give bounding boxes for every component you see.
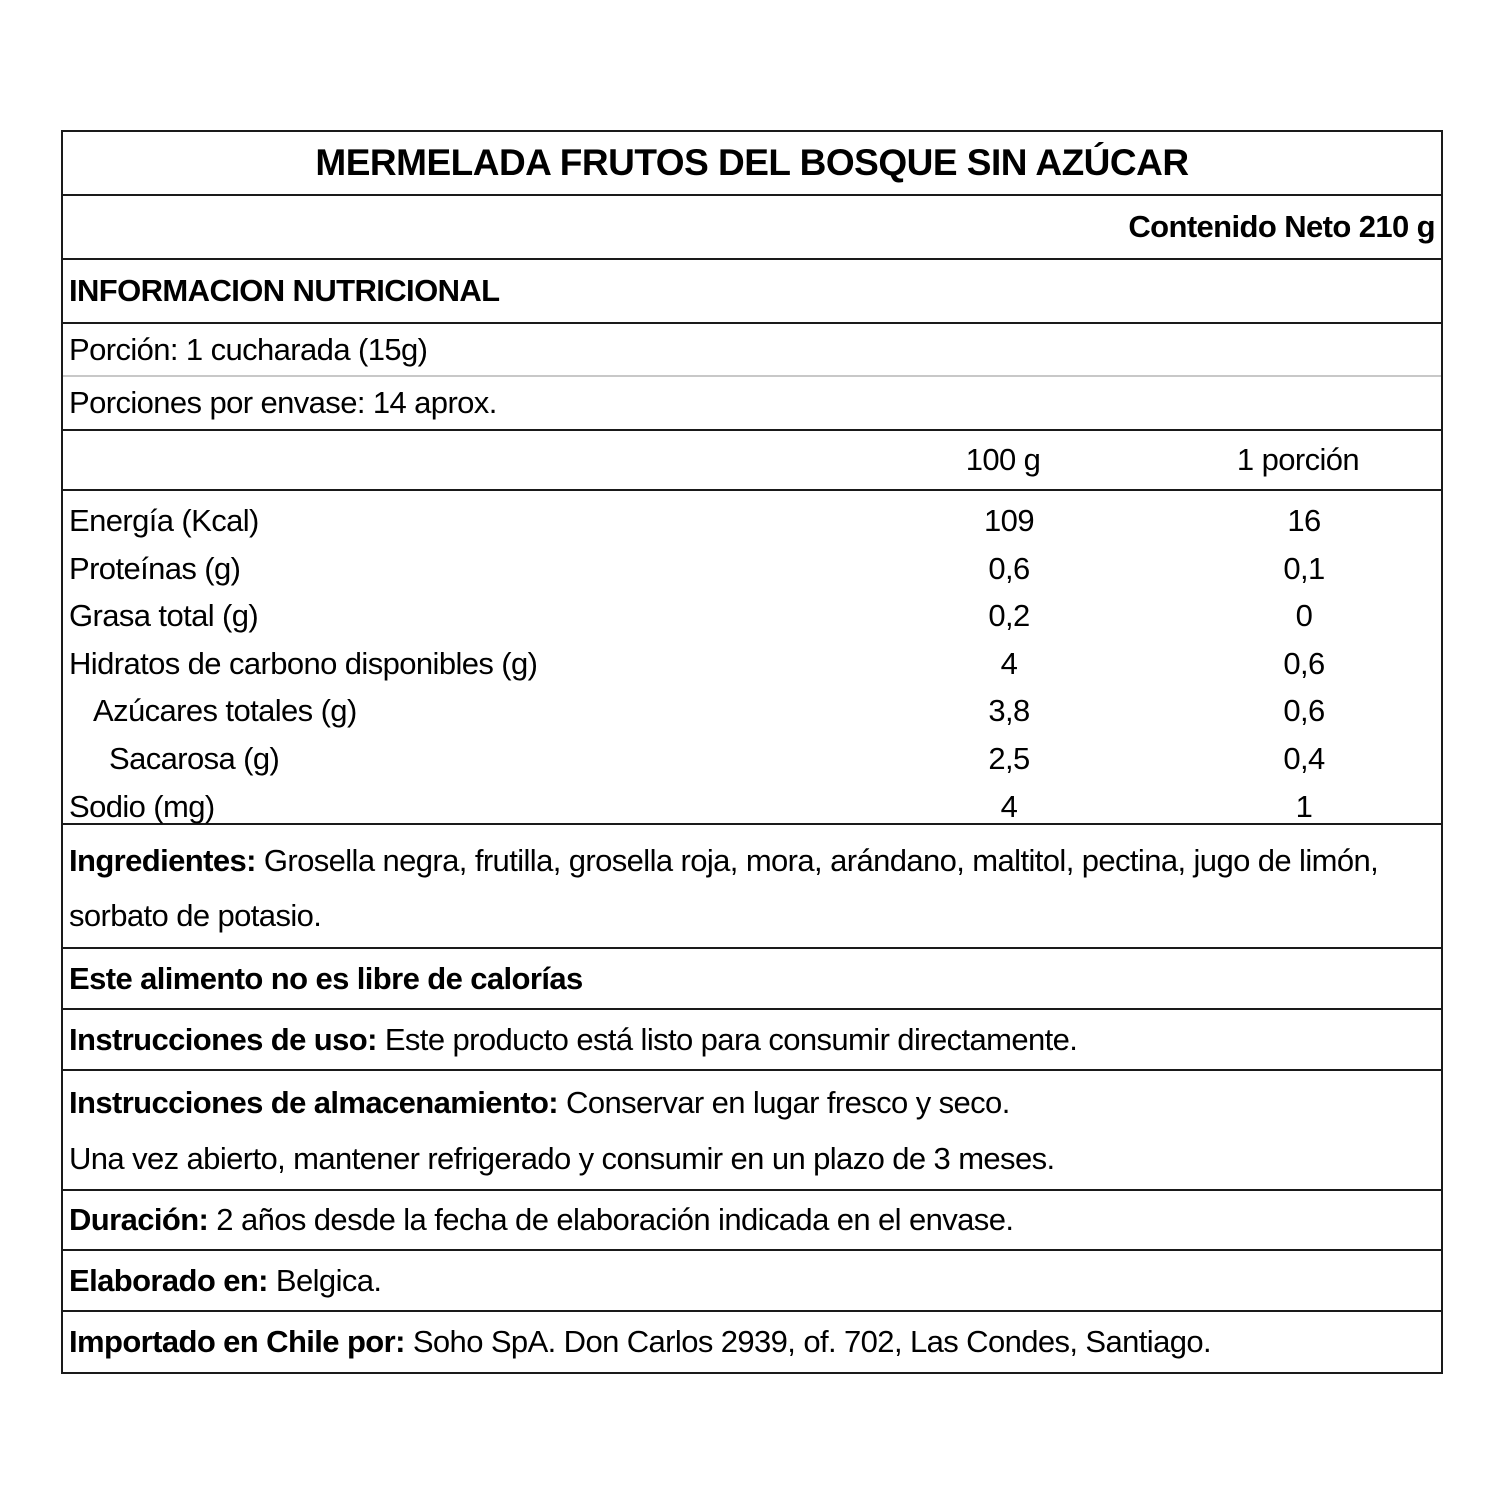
usage-instructions: [63, 1010, 1441, 1071]
calorie-notice: Este alimento no es libre de calorías: [63, 949, 1441, 1010]
nutrient-name: Grasa total (g): [69, 598, 259, 634]
nutrient-value-100g: 109: [984, 503, 1034, 538]
nutrient-table: [63, 491, 1441, 825]
nutrient-name: Sacarosa (g): [109, 740, 280, 776]
nutrient-value-100g: 4: [1000, 645, 1018, 681]
nutrition-column-headers: [63, 431, 1441, 491]
duration-text: 2 años desde la fecha de elaboración indicada en el envase.: [208, 1202, 1014, 1237]
product-title: MERMELADA FRUTOS DEL BOSQUE SIN AZÚCAR: [63, 132, 1441, 196]
nutrient-value-portion: 0,6: [1283, 645, 1325, 681]
nutrient-row-fat: [69, 592, 1435, 640]
storage-text-line1: Conservar en lugar fresco y seco.: [558, 1085, 1010, 1120]
nutrient-value-100g: 0,6: [988, 550, 1030, 586]
nutrient-value-100g: 3,8: [988, 693, 1030, 729]
nutrient-row-energy: [69, 497, 1435, 545]
portions-per-package: Porciones por envase: 14 aprox.: [63, 377, 1441, 431]
nutrient-name: Proteínas (g): [69, 550, 241, 586]
storage-text-line2: Una vez abierto, mantener refrigerado y consumir en un plazo de 3 meses.: [69, 1141, 1055, 1176]
nutrient-value-portion: 0,6: [1283, 693, 1325, 729]
nutrient-value-portion: 0,4: [1283, 740, 1325, 776]
origin-label: Elaborado en:: [69, 1262, 268, 1298]
nutrient-name: Energía (Kcal): [69, 503, 259, 538]
nutrient-value-portion: 0: [1295, 598, 1313, 634]
duration-label: Duración:: [69, 1202, 209, 1237]
nutrient-row-sodium: [69, 783, 1435, 831]
nutrient-name: Sodio (mg): [69, 788, 215, 824]
nutrient-row-protein: [69, 545, 1435, 593]
nutrition-label: [61, 130, 1443, 1374]
storage-instructions: [63, 1071, 1441, 1191]
nutrient-row-sugars: [69, 687, 1435, 735]
ingredients-section: [63, 825, 1441, 949]
origin-text: Belgica.: [267, 1262, 382, 1298]
nutrient-row-carbs: [69, 640, 1435, 688]
storage-label: Instrucciones de almacenamiento:: [69, 1085, 559, 1120]
importer-info: [63, 1312, 1441, 1372]
nutrient-value-100g: 2,5: [988, 740, 1030, 776]
column-header-100g: 100 g: [965, 442, 1041, 477]
ingredients-text: Grosella negra, frutilla, grosella roja, mora, arándano, maltitol, pectina, jugo de limón, sorbato de potasio.: [69, 843, 1387, 933]
nutrient-value-100g: 0,2: [988, 598, 1030, 634]
ingredients-label: Ingredientes:: [69, 843, 256, 878]
nutrient-name: Hidratos de carbono disponibles (g): [69, 645, 538, 681]
column-header-portion: 1 porción: [1236, 442, 1360, 477]
nutrient-value-100g: 4: [1000, 788, 1018, 824]
country-of-origin: [63, 1251, 1441, 1312]
nutrient-name: Azúcares totales (g): [93, 693, 357, 729]
usage-label: Instrucciones de uso:: [69, 1021, 377, 1057]
nutrient-value-portion: 1: [1295, 788, 1313, 824]
nutrition-heading: INFORMACION NUTRICIONAL: [63, 260, 1441, 324]
nutrient-value-portion: 16: [1287, 503, 1321, 538]
importer-label: Importado en Chile por:: [69, 1324, 405, 1359]
importer-text: Soho SpA. Don Carlos 2939, of. 702, Las Condes, Santiago.: [404, 1324, 1212, 1359]
nutrient-row-sucrose: [69, 735, 1435, 783]
net-content: Contenido Neto 210 g: [63, 196, 1441, 260]
shelf-life: [63, 1191, 1441, 1251]
usage-text: Este producto está listo para consumir directamente.: [376, 1021, 1078, 1057]
nutrient-value-portion: 0,1: [1283, 550, 1325, 586]
portion-size: Porción: 1 cucharada (15g): [63, 324, 1441, 377]
